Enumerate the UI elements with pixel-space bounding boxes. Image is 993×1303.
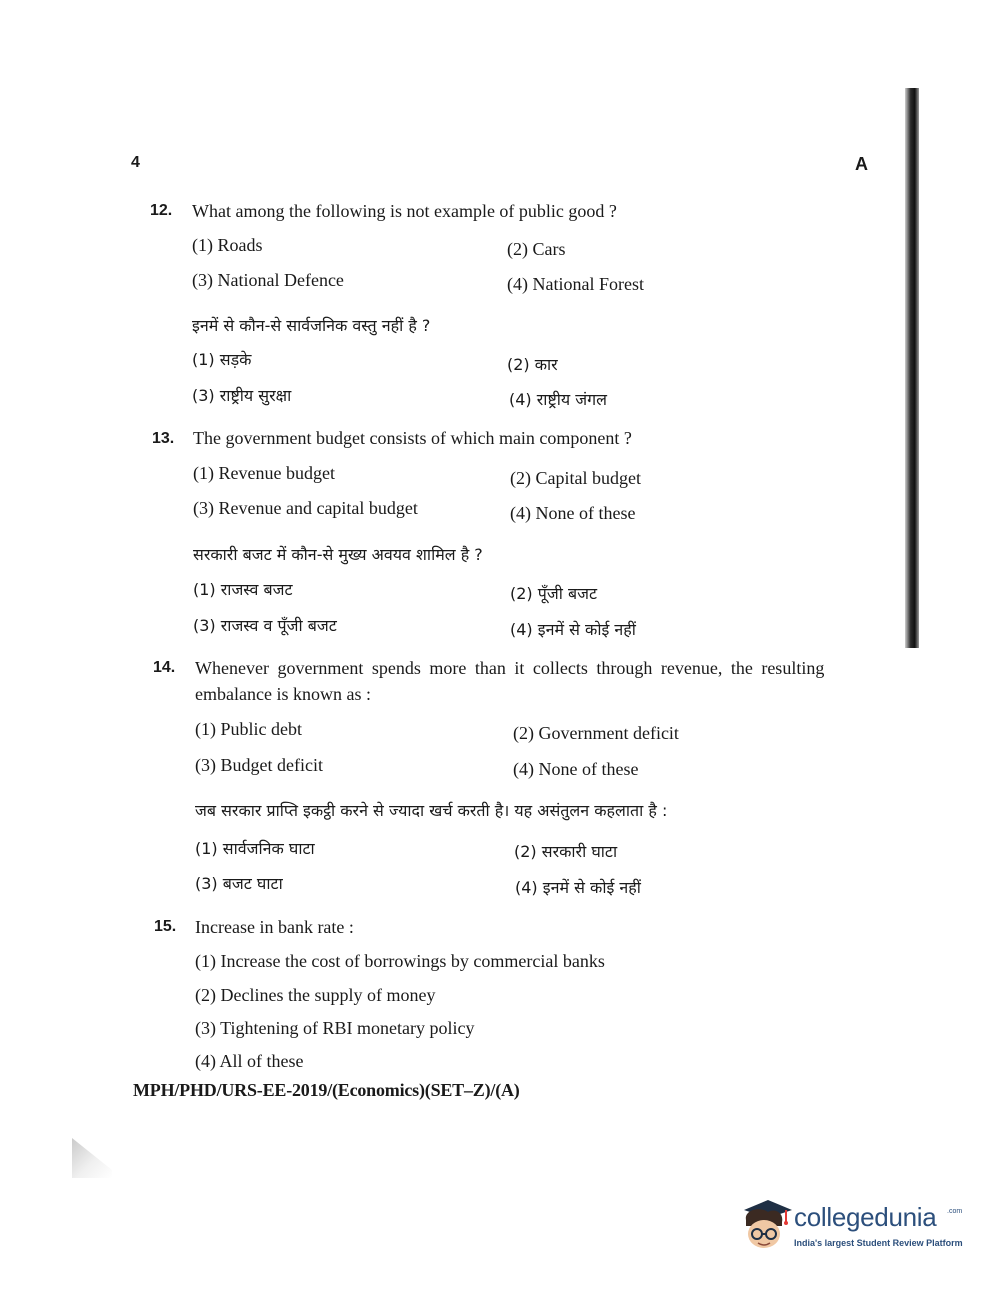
student-mascot-icon	[738, 1196, 794, 1256]
question-13-hindi-option-1: (1) राजस्व बजट	[193, 580, 293, 599]
question-12-hindi-text: इनमें से कौन-से सार्वजनिक वस्तु नहीं है ?	[192, 316, 431, 335]
question-15-option-3: (3) Tightening of RBI monetary policy	[195, 1018, 475, 1038]
set-letter: A	[855, 154, 868, 174]
question-13-hindi-text: सरकारी बजट में कौन-से मुख्य अवयव शामिल है ?	[193, 545, 483, 564]
question-14-hindi-text: जब सरकार प्राप्ति इकट्ठी करने से ज्यादा खर्च करती है। यह असंतुलन कहलाता है :	[195, 801, 668, 820]
question-12-hindi-option-3: (3) राष्ट्रीय सुरक्षा	[192, 386, 292, 405]
question-12-hindi-option-1: (1) सड़के	[192, 350, 252, 369]
question-14-hindi-option-4: (4) इनमें से कोई नहीं	[515, 878, 641, 897]
question-12-number: 12.	[150, 202, 173, 219]
question-13-hindi-option-3: (3) राजस्व व पूँजी बजट	[193, 616, 337, 635]
logo-tagline: India's largest Student Review Platform	[794, 1238, 963, 1248]
question-12-option-2: (2) Cars	[507, 239, 566, 259]
question-15-number: 15.	[154, 918, 177, 935]
exam-code-footer: MPH/PHD/URS-EE-2019/(Economics)(SET–Z)/(A)	[133, 1080, 520, 1100]
question-14-option-3: (3) Budget deficit	[195, 755, 323, 775]
collegedunia-logo[interactable]	[738, 1196, 968, 1260]
question-14-text-line-1: Whenever government spends more than it collects through revenue, the resulting	[195, 658, 825, 678]
question-14-option-4: (4) None of these	[513, 759, 639, 779]
logo-dot-com: .com	[947, 1208, 963, 1215]
question-14-text-line-2: embalance is known as :	[195, 684, 371, 704]
question-12-hindi-option-4: (4) राष्ट्रीय जंगल	[509, 390, 608, 409]
question-12-option-1: (1) Roads	[192, 235, 263, 255]
question-13-text: The government budget consists of which main component ?	[193, 428, 632, 448]
page-number: 4	[131, 154, 140, 171]
page-fold-corner	[72, 1138, 112, 1178]
question-14-option-2: (2) Government deficit	[513, 723, 679, 743]
logo-brand-name: collegedunia	[794, 1202, 937, 1232]
question-12-option-3: (3) National Defence	[192, 270, 344, 290]
question-15-option-4: (4) All of these	[195, 1051, 304, 1071]
question-15-option-1: (1) Increase the cost of borrowings by commercial banks	[195, 951, 605, 971]
question-13-option-4: (4) None of these	[510, 503, 636, 523]
scan-edge-shadow	[905, 88, 919, 648]
question-14-hindi-option-3: (3) बजट घाटा	[195, 874, 283, 893]
question-14-number: 14.	[153, 659, 176, 676]
question-14-option-1: (1) Public debt	[195, 719, 302, 739]
question-14-hindi-option-1: (1) सार्वजनिक घाटा	[195, 839, 315, 858]
question-12-option-4: (4) National Forest	[507, 274, 644, 294]
question-13-hindi-option-2: (2) पूँजी बजट	[510, 584, 598, 603]
question-14-hindi-option-2: (2) सरकारी घाटा	[514, 842, 618, 861]
question-13-hindi-option-4: (4) इनमें से कोई नहीं	[510, 620, 636, 639]
question-13-option-2: (2) Capital budget	[510, 468, 641, 488]
question-12-text: What among the following is not example of public good ?	[192, 201, 617, 221]
question-13-option-3: (3) Revenue and capital budget	[193, 498, 418, 518]
question-15-text: Increase in bank rate :	[195, 917, 354, 937]
question-15-option-2: (2) Declines the supply of money	[195, 985, 436, 1005]
question-13-option-1: (1) Revenue budget	[193, 463, 335, 483]
question-13-number: 13.	[152, 430, 175, 447]
question-12-hindi-option-2: (2) कार	[507, 355, 558, 374]
